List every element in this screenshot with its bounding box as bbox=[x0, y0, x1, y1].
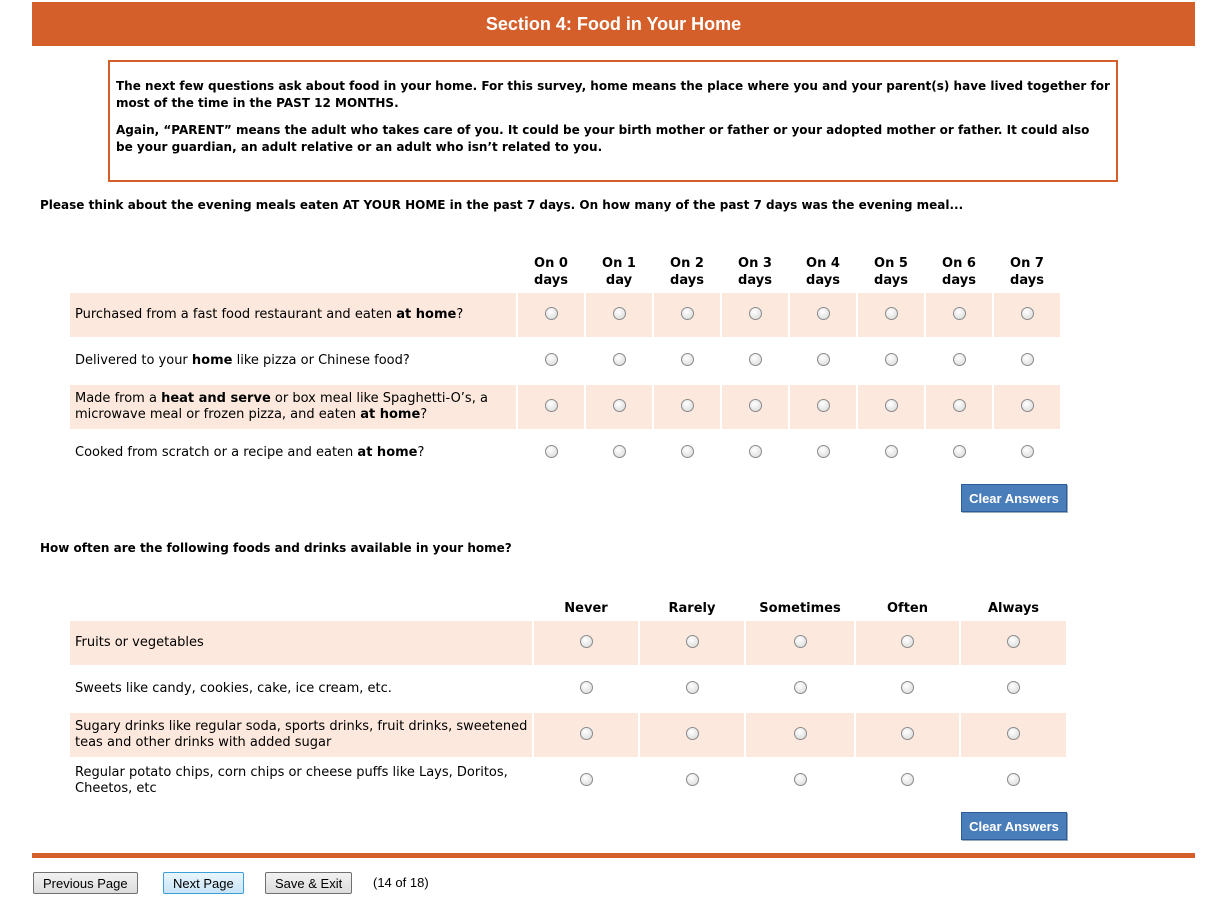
radio-cell bbox=[586, 431, 652, 475]
row-label-part: home bbox=[191, 353, 233, 368]
radio-cell bbox=[790, 293, 856, 337]
radio-cell bbox=[722, 385, 788, 429]
intro-paragraph-2: Again, “PARENT” means the adult who takes care of you. It could be your birth mother or father or your adopted mother or father. It could also be your guardian, an adult relative or an adult who isn’t related to you. bbox=[116, 123, 1090, 154]
column-header bbox=[790, 252, 856, 291]
column-header-line: days bbox=[874, 273, 908, 288]
radio-button[interactable] bbox=[1021, 353, 1034, 366]
row-label-part: Cooked from scratch or a recipe and eaten bbox=[75, 445, 358, 460]
intro-box bbox=[108, 60, 1118, 182]
column-header: Rarely bbox=[668, 601, 716, 616]
radio-cell bbox=[790, 385, 856, 429]
radio-cell bbox=[856, 621, 959, 665]
radio-cell bbox=[858, 339, 924, 383]
radio-cell bbox=[518, 339, 584, 383]
column-header: Sometimes bbox=[759, 601, 841, 616]
radio-cell bbox=[534, 667, 638, 711]
radio-cell bbox=[586, 385, 652, 429]
column-header: Often bbox=[887, 601, 928, 616]
radio-button[interactable] bbox=[686, 727, 699, 740]
radio-cell bbox=[640, 621, 744, 665]
radio-button[interactable] bbox=[686, 773, 699, 786]
column-header-line: On 2 bbox=[670, 256, 704, 271]
food-availability-grid bbox=[68, 594, 1068, 805]
radio-button[interactable] bbox=[545, 445, 558, 458]
radio-button[interactable] bbox=[613, 445, 626, 458]
row-label-part: heat and serve bbox=[161, 391, 271, 406]
table-row bbox=[70, 431, 1060, 475]
radio-button[interactable] bbox=[953, 307, 966, 320]
radio-cell bbox=[654, 293, 720, 337]
row-label-part: at home bbox=[357, 445, 418, 460]
radio-button[interactable] bbox=[794, 727, 807, 740]
radio-cell bbox=[746, 713, 854, 757]
radio-button[interactable] bbox=[580, 727, 593, 740]
header-blank bbox=[70, 252, 516, 291]
row-label-part: ? bbox=[417, 445, 425, 460]
radio-button[interactable] bbox=[885, 445, 898, 458]
column-header-line: days bbox=[806, 273, 840, 288]
column-header-line: On 7 bbox=[1010, 256, 1044, 271]
next-page-button[interactable]: Next Page bbox=[163, 872, 244, 894]
radio-button[interactable] bbox=[901, 727, 914, 740]
radio-button[interactable] bbox=[1007, 635, 1020, 648]
radio-button[interactable] bbox=[885, 307, 898, 320]
radio-button[interactable] bbox=[681, 307, 694, 320]
radio-cell bbox=[586, 293, 652, 337]
radio-cell bbox=[961, 621, 1066, 665]
radio-cell bbox=[994, 385, 1060, 429]
radio-cell bbox=[961, 667, 1066, 711]
radio-cell bbox=[654, 431, 720, 475]
radio-button[interactable] bbox=[686, 681, 699, 694]
radio-button[interactable] bbox=[885, 353, 898, 366]
column-header bbox=[654, 252, 720, 291]
column-header bbox=[994, 252, 1060, 291]
divider bbox=[32, 853, 1195, 858]
row-label bbox=[70, 431, 516, 475]
radio-button[interactable] bbox=[794, 773, 807, 786]
radio-button[interactable] bbox=[580, 635, 593, 648]
radio-cell bbox=[518, 293, 584, 337]
radio-cell bbox=[518, 385, 584, 429]
row-label bbox=[70, 339, 516, 383]
row-label: Sugary drinks like regular soda, sports drinks, fruit drinks, sweetened teas and other drinks with added sugar bbox=[70, 713, 532, 757]
table-row bbox=[70, 713, 1066, 757]
radio-button[interactable] bbox=[1021, 307, 1034, 320]
radio-button[interactable] bbox=[749, 445, 762, 458]
intro-paragraph-1: The next few questions ask about food in your home. For this survey, home means the place where you and your parent(s) have lived together for most of the time in the PAST 12 MONTHS. bbox=[116, 79, 1110, 110]
clear-answers-button-2[interactable]: Clear Answers bbox=[961, 812, 1067, 840]
radio-button[interactable] bbox=[1021, 399, 1034, 412]
column-header: Never bbox=[564, 601, 608, 616]
column-header bbox=[926, 252, 992, 291]
radio-cell bbox=[654, 339, 720, 383]
radio-cell bbox=[858, 293, 924, 337]
radio-button[interactable] bbox=[817, 399, 830, 412]
radio-cell bbox=[722, 431, 788, 475]
radio-cell bbox=[926, 385, 992, 429]
header-row bbox=[70, 252, 1060, 291]
radio-button[interactable] bbox=[817, 445, 830, 458]
radio-cell bbox=[534, 713, 638, 757]
previous-page-button[interactable]: Previous Page bbox=[33, 872, 138, 894]
radio-cell bbox=[640, 667, 744, 711]
radio-button[interactable] bbox=[613, 307, 626, 320]
column-header-line: day bbox=[605, 273, 633, 288]
column-header-line: days bbox=[1010, 273, 1044, 288]
column-header-line: On 0 bbox=[534, 256, 568, 271]
radio-cell bbox=[926, 431, 992, 475]
evening-meals-grid bbox=[68, 250, 1062, 477]
column-header: Always bbox=[987, 601, 1040, 616]
row-label-part: ? bbox=[456, 307, 464, 322]
radio-button[interactable] bbox=[545, 353, 558, 366]
radio-button[interactable] bbox=[686, 635, 699, 648]
radio-cell bbox=[994, 339, 1060, 383]
table-row bbox=[70, 621, 1066, 665]
radio-cell bbox=[858, 431, 924, 475]
radio-cell bbox=[790, 431, 856, 475]
radio-button[interactable] bbox=[681, 445, 694, 458]
radio-button[interactable] bbox=[681, 399, 694, 412]
page-progress: (14 of 18) bbox=[373, 875, 429, 890]
radio-button[interactable] bbox=[817, 307, 830, 320]
table-row bbox=[70, 759, 1066, 803]
radio-cell bbox=[856, 759, 959, 803]
radio-button[interactable] bbox=[885, 399, 898, 412]
radio-button[interactable] bbox=[901, 773, 914, 786]
radio-button[interactable] bbox=[1007, 773, 1020, 786]
radio-cell bbox=[926, 339, 992, 383]
header-row bbox=[70, 596, 1066, 619]
radio-cell bbox=[518, 431, 584, 475]
column-header bbox=[518, 252, 584, 291]
radio-cell bbox=[856, 713, 959, 757]
radio-cell bbox=[722, 339, 788, 383]
radio-button[interactable] bbox=[749, 399, 762, 412]
table-row bbox=[70, 293, 1060, 337]
radio-cell bbox=[534, 759, 638, 803]
radio-cell bbox=[654, 385, 720, 429]
column-header-line: On 1 bbox=[602, 256, 636, 271]
radio-cell bbox=[856, 667, 959, 711]
row-label: Sweets like candy, cookies, cake, ice cream, etc. bbox=[75, 681, 392, 696]
radio-cell bbox=[994, 431, 1060, 475]
radio-button[interactable] bbox=[817, 353, 830, 366]
question-2-prompt: How often are the following foods and drinks available in your home? bbox=[40, 541, 512, 555]
radio-cell bbox=[746, 759, 854, 803]
radio-cell bbox=[722, 293, 788, 337]
clear-answers-button-1[interactable]: Clear Answers bbox=[961, 484, 1067, 512]
radio-button[interactable] bbox=[953, 353, 966, 366]
radio-button[interactable] bbox=[901, 681, 914, 694]
column-header-line: days bbox=[942, 273, 976, 288]
radio-cell bbox=[586, 339, 652, 383]
radio-button[interactable] bbox=[613, 399, 626, 412]
radio-button[interactable] bbox=[1021, 445, 1034, 458]
radio-button[interactable] bbox=[580, 773, 593, 786]
radio-cell bbox=[858, 385, 924, 429]
radio-button[interactable] bbox=[613, 353, 626, 366]
row-label-part: at home bbox=[396, 307, 457, 322]
radio-button[interactable] bbox=[545, 399, 558, 412]
row-label-part: like pizza or Chinese food? bbox=[232, 353, 410, 368]
row-label-part: Purchased from a fast food restaurant and eaten bbox=[75, 307, 397, 322]
column-header bbox=[586, 252, 652, 291]
save-exit-button[interactable]: Save & Exit bbox=[265, 872, 352, 894]
radio-cell bbox=[746, 621, 854, 665]
radio-cell bbox=[790, 339, 856, 383]
radio-button[interactable] bbox=[749, 353, 762, 366]
column-header-line: days bbox=[738, 273, 772, 288]
radio-button[interactable] bbox=[794, 635, 807, 648]
header-blank bbox=[70, 596, 532, 619]
radio-cell bbox=[746, 667, 854, 711]
column-header bbox=[858, 252, 924, 291]
row-label: Regular potato chips, corn chips or cheese puffs like Lays, Doritos, Cheetos, etc bbox=[75, 765, 508, 796]
column-header-line: days bbox=[534, 273, 568, 288]
column-header-line: On 6 bbox=[942, 256, 976, 271]
radio-button[interactable] bbox=[749, 307, 762, 320]
row-label-part: ? bbox=[420, 407, 428, 422]
radio-cell bbox=[994, 293, 1060, 337]
radio-button[interactable] bbox=[1007, 727, 1020, 740]
table-row bbox=[70, 385, 1060, 429]
table-row bbox=[70, 667, 1066, 711]
row-label-part: or box meal like Spaghetti-O’s, a microwave meal or frozen pizza, and eaten bbox=[75, 391, 488, 422]
radio-cell bbox=[961, 759, 1066, 803]
question-1-prompt: Please think about the evening meals eaten AT YOUR HOME in the past 7 days. On how many of the past 7 days was the evening meal... bbox=[40, 198, 964, 212]
column-header-line: On 5 bbox=[874, 256, 908, 271]
radio-cell bbox=[926, 293, 992, 337]
column-header-line: On 3 bbox=[738, 256, 772, 271]
radio-cell bbox=[640, 713, 744, 757]
row-label: Fruits or vegetables bbox=[70, 621, 532, 665]
radio-button[interactable] bbox=[580, 681, 593, 694]
radio-button[interactable] bbox=[953, 445, 966, 458]
table-row bbox=[70, 339, 1060, 383]
column-header-line: On 4 bbox=[806, 256, 840, 271]
radio-button[interactable] bbox=[794, 681, 807, 694]
column-header bbox=[722, 252, 788, 291]
radio-button[interactable] bbox=[1007, 681, 1020, 694]
radio-button[interactable] bbox=[545, 307, 558, 320]
column-header-line: days bbox=[670, 273, 704, 288]
radio-cell bbox=[640, 759, 744, 803]
row-label-part: Delivered to your bbox=[75, 353, 192, 368]
radio-button[interactable] bbox=[901, 635, 914, 648]
row-label-part: Made from a bbox=[75, 391, 162, 406]
row-label-part: at home bbox=[360, 407, 421, 422]
radio-button[interactable] bbox=[953, 399, 966, 412]
row-label bbox=[70, 385, 516, 429]
radio-cell bbox=[534, 621, 638, 665]
radio-button[interactable] bbox=[681, 353, 694, 366]
row-label bbox=[70, 293, 516, 337]
radio-cell bbox=[961, 713, 1066, 757]
section-header: Section 4: Food in Your Home bbox=[32, 2, 1195, 46]
